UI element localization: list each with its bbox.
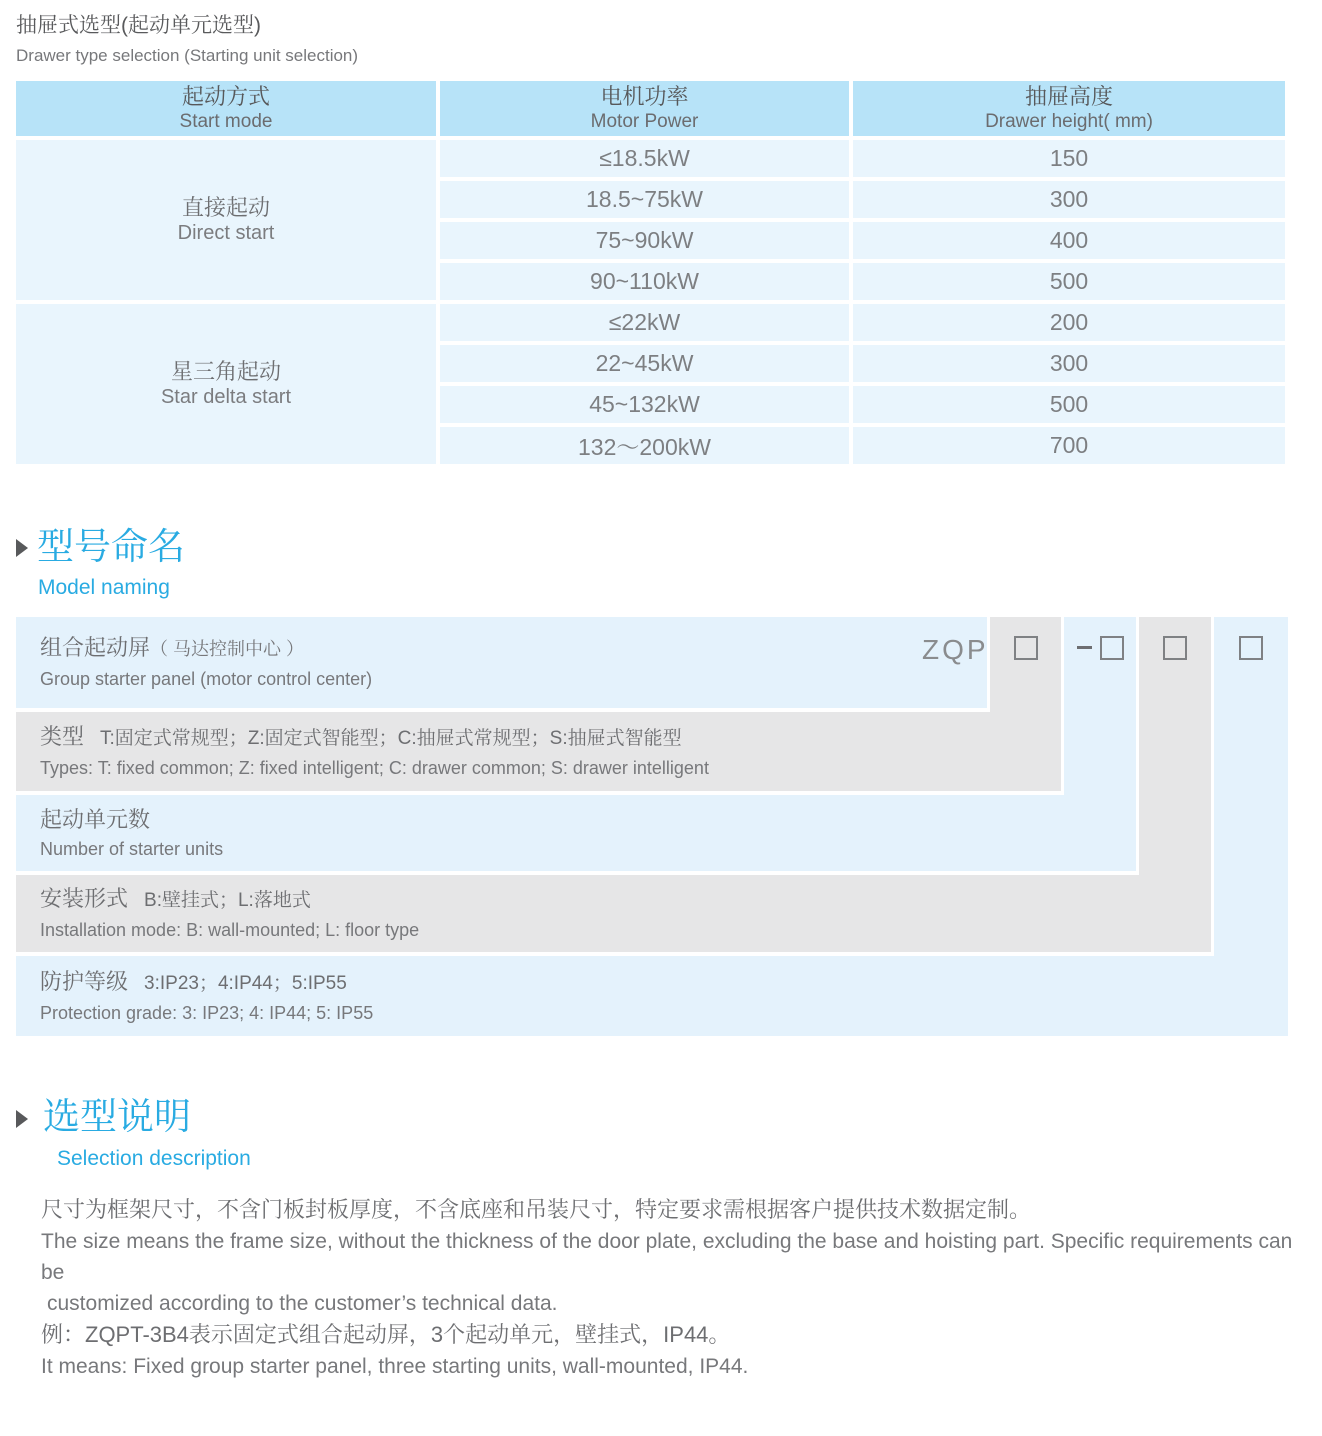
table-cell-height [853,386,1285,423]
power-value: 132～200kW [578,434,711,460]
group-label-en: Star delta start [160,386,292,408]
code-slot-box [1239,636,1263,660]
section-title-en: Model naming [38,576,170,599]
table-cell-power [440,263,849,300]
step-cn-paren: （ 马达控制中心 ） [150,639,305,659]
step-cn-detail: B:壁挂式；L:落地式 [144,890,311,911]
col-header-en: Start mode [179,111,273,132]
page-title-cn: 抽屉式选型(起动单元选型) [16,14,261,37]
power-value: 45~132kW [589,391,700,417]
step-cn-label: 安装形式 [40,886,129,911]
step-cn-label: 组合起动屏 [40,635,151,660]
col-header-en: Drawer height( mm) [985,111,1153,132]
table-cell-height [853,263,1285,300]
table-cell-height [853,304,1285,341]
page-title-en: Drawer type selection (Starting unit selection) [16,46,359,65]
page-title [16,12,358,67]
section-title-cn: 选型说明 [43,1096,191,1137]
desc-line-en: customized according to the customer’s technical data. [47,1292,558,1315]
group-label-en: Direct start [177,222,275,244]
code-column-units [1064,617,1136,795]
group-label-cn: 星三角起动 [170,359,281,384]
col-header-start-mode [16,81,436,136]
height-value: 400 [1049,227,1089,253]
power-value: 18.5~75kW [586,186,703,212]
step-cn-label: 起动单元数 [40,806,151,832]
step-cn [40,968,1288,997]
step-cn-label: 类型 [40,724,85,749]
code-column-protection [1214,617,1288,956]
step-en: Group starter panel (motor control center) [40,669,373,689]
code-slot-box [1163,636,1187,660]
step-cn-label: 防护等级 [40,968,129,994]
model-naming-heading [16,527,185,600]
height-value: 700 [1049,432,1089,458]
code-column-installation [1139,617,1211,875]
height-value: 150 [1049,145,1089,171]
section-arrow-icon [16,539,28,557]
table-cell-power [440,345,849,382]
height-value: 500 [1049,391,1089,417]
section-title-cn: 型号命名 [37,526,185,567]
group-cell-star-delta-start [16,304,436,464]
model-step-protection [16,956,1288,1036]
step-cn [40,885,1211,914]
table-cell-height [853,140,1285,177]
power-value: ≤18.5kW [599,145,690,171]
step-cn-detail: T:固定式常规型；Z:固定式智能型；C:抽屉式常规型；S:抽屉式智能型 [100,728,682,749]
group-label-cn: 直接起动 [181,195,270,220]
selection-description-heading [16,1097,251,1171]
code-slot-box [1014,636,1038,660]
col-header-drawer-height [853,81,1285,136]
model-code-prefix: ZQP [922,634,989,665]
step-cn [40,806,1136,833]
desc-line-en: The size means the frame size, without the thickness of the door plate, excluding the base and hoisting part. Specific requirements can be [41,1230,1293,1284]
model-step-type [16,712,1061,791]
code-dash [1077,646,1092,649]
section-arrow-icon [16,1110,28,1128]
code-slot-box [1100,636,1124,660]
drawer-selection-table [16,81,1285,464]
desc-line-en: It means: Fixed group starter panel, three starting units, wall-mounted, IP44. [41,1355,749,1378]
height-value: 500 [1049,268,1089,294]
model-naming-diagram [16,617,1288,1036]
code-column-type [990,617,1061,712]
col-header-cn: 起动方式 [181,84,270,109]
step-cn [40,723,1061,752]
power-value: 22~45kW [595,350,694,376]
section-title-en: Selection description [57,1147,251,1170]
step-en: Number of starter units [40,838,224,859]
table-cell-power [440,222,849,259]
power-value: 90~110kW [590,268,699,294]
step-cn [40,634,987,663]
table-cell-power [440,304,849,341]
step-en: Installation mode: B: wall-mounted; L: floor type [40,920,420,940]
selection-description-text [41,1194,1309,1382]
table-cell-height [853,181,1285,218]
group-cell-direct-start [16,140,436,300]
desc-line-cn: 尺寸为框架尺寸，不含门板封板厚度，不含底座和吊装尺寸，特定要求需根据客户提供技术数据定制。 [41,1197,1032,1222]
step-en: Protection grade: 3: IP23; 4: IP44; 5: IP55 [40,1002,374,1023]
model-step-installation [16,875,1211,952]
col-header-cn: 抽屉高度 [1024,84,1113,109]
col-header-motor-power [440,81,849,136]
desc-line-cn: 例：ZQPT-3B4表示固定式组合起动屏，3个起动单元，壁挂式，IP44。 [41,1322,731,1347]
table-cell-height [853,427,1285,464]
col-header-cn: 电机功率 [600,84,689,109]
power-value: 75~90kW [595,227,694,253]
table-cell-height [853,222,1285,259]
table-cell-power [440,427,849,464]
col-header-en: Motor Power [590,111,699,132]
power-value: ≤22kW [608,309,681,335]
height-value: 300 [1049,350,1089,376]
table-cell-power [440,181,849,218]
table-cell-power [440,386,849,423]
model-step-panel [16,617,987,708]
table-cell-height [853,345,1285,382]
model-step-units [16,795,1136,871]
step-cn-detail: 3:IP23；4:IP44；5:IP55 [144,972,347,994]
height-value: 300 [1049,186,1089,212]
height-value: 200 [1049,309,1089,335]
table-cell-power [440,140,849,177]
step-en: Types: T: fixed common; Z: fixed intelligent; C: drawer common; S: drawer intelligent [40,758,709,778]
